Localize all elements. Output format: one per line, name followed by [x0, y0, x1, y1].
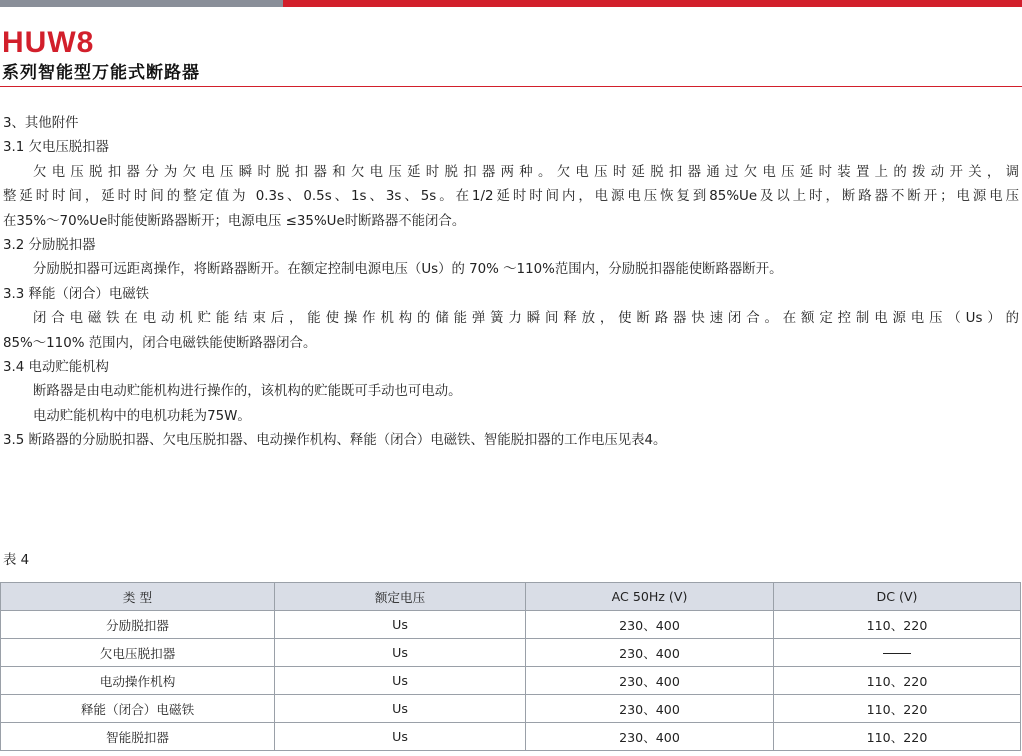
cell-ac: 230、400 — [526, 667, 774, 695]
cell-rated: Us — [275, 723, 526, 751]
cell-rated: Us — [275, 695, 526, 723]
section-heading-3: 3、其他附件 — [3, 116, 79, 131]
section-3-5-text: 3.5 断路器的分励脱扣器、欠电压脱扣器、电动操作机构、释能（闭合）电磁铁、智能脱扣器的工作电压见表4。 — [3, 433, 667, 449]
cell-dc: 110、220 — [774, 667, 1021, 695]
cell-ac: 230、400 — [526, 611, 774, 639]
dash-mark — [883, 653, 911, 654]
header-type: 类 型 — [1, 583, 275, 611]
table-row — [1, 611, 1021, 639]
header-ac: AC 50Hz (V) — [526, 583, 774, 611]
cell-ac: 230、400 — [526, 695, 774, 723]
heading-motor-mechanism: 3.4 电动贮能机构 — [3, 360, 109, 376]
motor-mechanism-para-line-2: 电动贮能机构中的电机功耗为75W。 — [33, 408, 251, 424]
accessories-section — [3, 112, 1019, 454]
header-dc: DC (V) — [774, 583, 1021, 611]
heading-closing-magnet: 3.3 释能（闭合）电磁铁 — [3, 286, 150, 302]
cell-dc: 110、220 — [774, 723, 1021, 751]
undervoltage-para-line-2: 整延时时间，延时时间的整定值为 0.3s、0.5s、1s、3s、5s。在1/2延时时间内，电源电压恢复到85%Ue及以上时，断路器不断开；电源电压 — [3, 189, 1019, 205]
heading-shunt-release: 3.2 分励脱扣器 — [3, 238, 96, 254]
cell-type: 电动操作机构 — [1, 667, 275, 695]
closing-magnet-para-line-2: 85%～110% 范围内，闭合电磁铁能使断路器闭合。 — [3, 335, 317, 351]
series-subtitle: 系列智能型万能式断路器 — [2, 63, 200, 83]
heading-undervoltage-release: 3.1 欠电压脱扣器 — [3, 140, 109, 156]
title-divider — [0, 86, 1022, 87]
cell-type: 释能（闭合）电磁铁 — [1, 695, 275, 723]
shunt-release-para: 分励脱扣器可远距离操作，将断路器断开。在额定控制电源电压（Us）的 70% ～110%范围内，分励脱扣器能使断路器断开。 — [33, 262, 783, 278]
cell-type: 分励脱扣器 — [1, 611, 275, 639]
cell-type: 欠电压脱扣器 — [1, 639, 275, 667]
table-row — [1, 723, 1021, 751]
cell-dc-not-applicable — [774, 639, 1021, 667]
cell-type: 智能脱扣器 — [1, 723, 275, 751]
voltage-table — [0, 582, 1021, 751]
table-row — [1, 667, 1021, 695]
table-row — [1, 695, 1021, 723]
top-bar-red-segment — [283, 0, 1022, 7]
header-rated-voltage: 额定电压 — [275, 583, 526, 611]
cell-rated: Us — [275, 667, 526, 695]
cell-dc: 110、220 — [774, 695, 1021, 723]
table-caption: 表 4 — [3, 553, 30, 568]
table-row — [1, 639, 1021, 667]
cell-rated: Us — [275, 611, 526, 639]
motor-mechanism-para-line-1: 断路器是由电动贮能机构进行操作的，该机构的贮能既可手动也可电动。 — [33, 384, 462, 400]
model-title: HUW8 — [2, 26, 95, 59]
undervoltage-para-line-3: 在35%～70%Ue时能使断路器断开；电源电压 ≤35%Ue时断路器不能闭合。 — [3, 213, 466, 229]
cell-ac: 230、400 — [526, 639, 774, 667]
top-color-bar — [0, 0, 1022, 7]
cell-ac: 230、400 — [526, 723, 774, 751]
cell-rated: Us — [275, 639, 526, 667]
top-bar-gray-segment — [0, 0, 283, 7]
undervoltage-para-line-1: 欠电压脱扣器分为欠电压瞬时脱扣器和欠电压延时脱扣器两种。欠电压时延脱扣器通过欠电压延时装置上的拨动开关，调 — [33, 164, 1019, 180]
closing-magnet-para-line-1: 闭合电磁铁在电动机贮能结束后，能使操作机构的储能弹簧力瞬间释放，使断路器快速闭合。在额定控制电源电压（Us）的 — [33, 311, 1019, 327]
cell-dc: 110、220 — [774, 611, 1021, 639]
table-header-row — [1, 583, 1021, 611]
